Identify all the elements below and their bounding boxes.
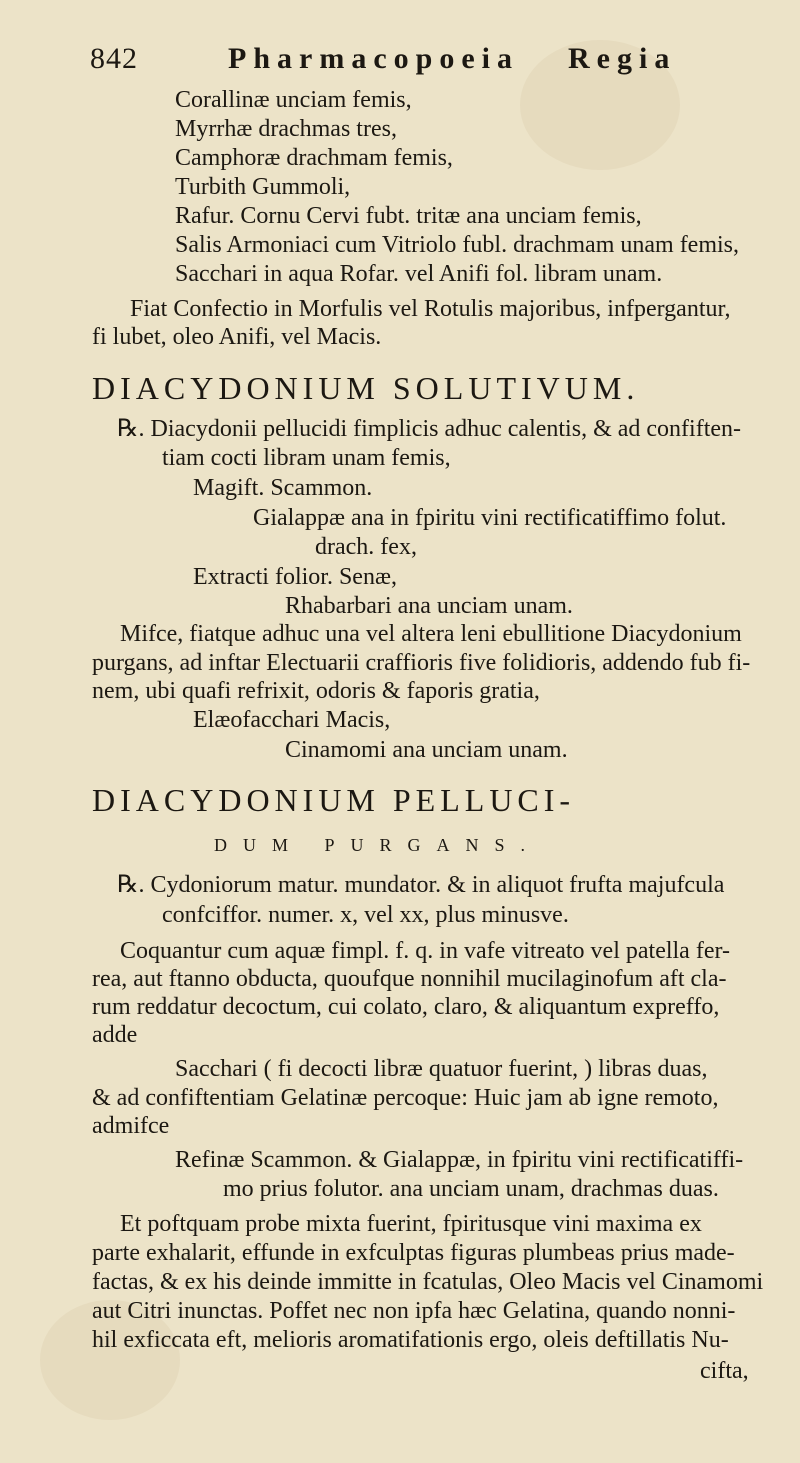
text-line: ℞. Cydoniorum matur. mundator. & in aliquot frufta majufcula [117, 872, 725, 898]
text-line: rum reddatur decoctum, cui colato, claro, & aliquantum expreffo, [92, 994, 720, 1020]
text-line: Salis Armoniaci cum Vitriolo fubl. drachmam unam femis, [175, 232, 740, 258]
text-line: Turbith Gummoli, [175, 174, 351, 200]
text-line: purgans, ad inftar Electuarii craffioris five folidioris, addendo fub fi- [92, 650, 751, 676]
text-line: factas, & ex his deinde immitte in fcatulas, Oleo Macis vel Cinamomi [92, 1269, 764, 1295]
text-line: Rhabarbari ana unciam unam. [285, 593, 573, 619]
text-line: adde [92, 1022, 138, 1048]
running-title-left: Pharmacopoeia [228, 42, 519, 75]
text-line: Extracti folior. Senæ, [193, 564, 397, 590]
text-line: Sacchari in aqua Rofar. vel Anifi fol. libram unam. [175, 261, 663, 287]
text-line: Fiat Confectio in Morfulis vel Rotulis majoribus, infpergantur, [130, 296, 731, 322]
text-line: Myrrhæ drachmas tres, [175, 116, 397, 142]
section-heading: DUM PURGANS. [214, 835, 542, 855]
text-line: cifta, [700, 1358, 749, 1384]
text-line: Rafur. Cornu Cervi fubt. tritæ ana unciam femis, [175, 203, 642, 229]
text-line: nem, ubi quafi refrixit, odoris & faporis gratia, [92, 678, 540, 704]
text-line: Cinamomi ana unciam unam. [285, 737, 568, 763]
text-line: Coquantur cum aquæ fimpl. f. q. in vafe vitreato vel patella fer- [120, 938, 730, 964]
text-line: confciffor. numer. x, vel xx, plus minusve. [162, 902, 569, 928]
text-line: Magift. Scammon. [193, 475, 373, 501]
text-line: Gialappæ ana in fpiritu vini rectificatiffimo folut. [253, 505, 727, 531]
text-line: Et poftquam probe mixta fuerint, fpiritusque vini maxima ex [120, 1211, 702, 1237]
text-line: ℞. Diacydonii pellucidi fimplicis adhuc calentis, & ad confiften- [117, 416, 741, 442]
text-line: fi lubet, oleo Anifi, vel Macis. [92, 324, 382, 350]
text-line: admifce [92, 1113, 170, 1139]
text-line: & ad confiftentiam Gelatinæ percoque: Huic jam ab igne remoto, [92, 1085, 719, 1111]
text-line: tiam cocti libram unam femis, [162, 445, 451, 471]
text-line: aut Citri inunctas. Poffet nec non ipfa hæc Gelatina, quando nonni- [92, 1298, 736, 1324]
text-line: rea, aut ftanno obducta, quoufque nonnihil mucilaginofum aft cla- [92, 966, 727, 992]
text-line: Refinæ Scammon. & Gialappæ, in fpiritu vini rectificatiffi- [175, 1147, 744, 1173]
text-line: Corallinæ unciam femis, [175, 87, 412, 113]
text-line: hil exficcata eft, melioris aromatifationis ergo, oleis deftillatis Nu- [92, 1327, 729, 1353]
text-line: Elæofacchari Macis, [193, 707, 391, 733]
section-heading: DIACYDONIUM SOLUTIVUM. [92, 370, 640, 406]
page-number: 842 [90, 42, 138, 75]
section-heading: DIACYDONIUM PELLUCI- [92, 782, 576, 818]
running-title-right: Regia [568, 42, 677, 75]
text-line: Mifce, fiatque adhuc una vel altera leni ebullitione Diacydonium [120, 621, 742, 647]
text-line: parte exhalarit, effunde in exfculptas figuras plumbeas prius made- [92, 1240, 735, 1266]
text-line: mo prius folutor. ana unciam unam, drachmas duas. [223, 1176, 719, 1202]
text-line: Sacchari ( fi decocti libræ quatuor fuerint, ) libras duas, [175, 1056, 708, 1082]
text-line: Camphoræ drachmam femis, [175, 145, 453, 171]
text-line: drach. fex, [315, 534, 417, 560]
